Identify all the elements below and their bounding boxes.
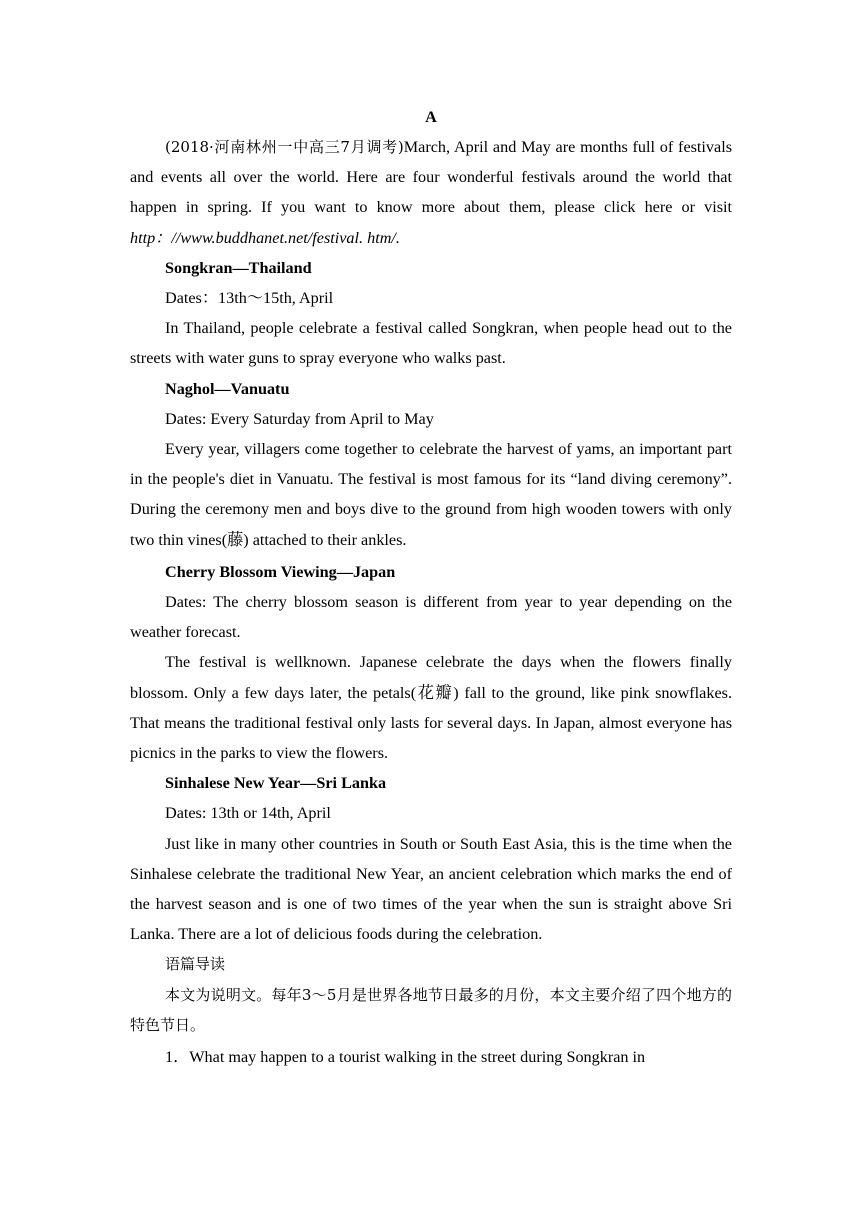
section-heading-sinhalese: Sinhalese New Year—Sri Lanka: [165, 774, 387, 793]
document-page: [130, 102, 732, 1072]
section-heading-songkran: Songkran—Thailand: [165, 258, 312, 277]
section-dates-cherry-blossom: Dates: The cherry blossom season is different from year to year depending on the weather forecast.: [130, 593, 732, 642]
intro-url[interactable]: http：//www.buddhanet.net/festival. htm/.: [130, 228, 400, 247]
guide-heading: 语篇导读: [165, 955, 226, 974]
section-heading-naghol: Naghol—Vanuatu: [165, 379, 290, 398]
passage-title: A: [425, 108, 437, 126]
section-dates-songkran: Dates：13th～15th, April: [165, 289, 334, 308]
section-paragraph-songkran: In Thailand, people celebrate a festival called Songkran, when people head out to the streets with water guns to spray everyone who walks past.: [130, 319, 732, 368]
intro-source: (2018·河南林州一中高三7月调考): [165, 138, 404, 156]
section-heading-cherry-blossom: Cherry Blossom Viewing—Japan: [165, 562, 396, 581]
section-dates-naghol: Dates: Every Saturday from April to May: [165, 409, 434, 428]
guide-text: 本文为说明文。每年3～5月是世界各地节日最多的月份，本文主要介绍了四个地方的特色节日。: [130, 985, 732, 1034]
intro-text: March, April and May are months full of festivals and events all over the world. Here are four wonderful festivals around the world that happen in spring. If you want to know more about them, please click here or visit: [130, 138, 733, 217]
section-paragraph-cherry-blossom: The festival is wellknown. Japanese celebrate the days when the flowers finally blossom. Only a few days later, the petals(花瓣) fall to the ground, like pink snowflakes. That means the traditional festival only lasts for several days. In Japan, almost everyone has picnics in the parks to view the flowers.: [130, 653, 732, 763]
section-paragraph-sinhalese: Just like in many other countries in South or South East Asia, this is the time when the Sinhalese celebrate the traditional New Year, an ancient celebration which marks the end of the harvest season and is one of two times of the year when the sun is straight above Sri Lanka. There are a lot of delicious foods during the celebration.: [130, 834, 732, 944]
intro-paragraph: [130, 132, 732, 253]
question-1: 1．What may happen to a tourist walking in the street during Songkran in: [165, 1048, 646, 1067]
section-dates-sinhalese: Dates: 13th or 14th, April: [165, 804, 331, 823]
section-paragraph-naghol: Every year, villagers come together to celebrate the harvest of yams, an important part in the people's diet in Vanuatu. The festival is most famous for its “land diving ceremony”. During the ceremony men and boys dive to the ground from high wooden towers with only two thin vines(藤) attached to their ankles.: [130, 440, 732, 549]
